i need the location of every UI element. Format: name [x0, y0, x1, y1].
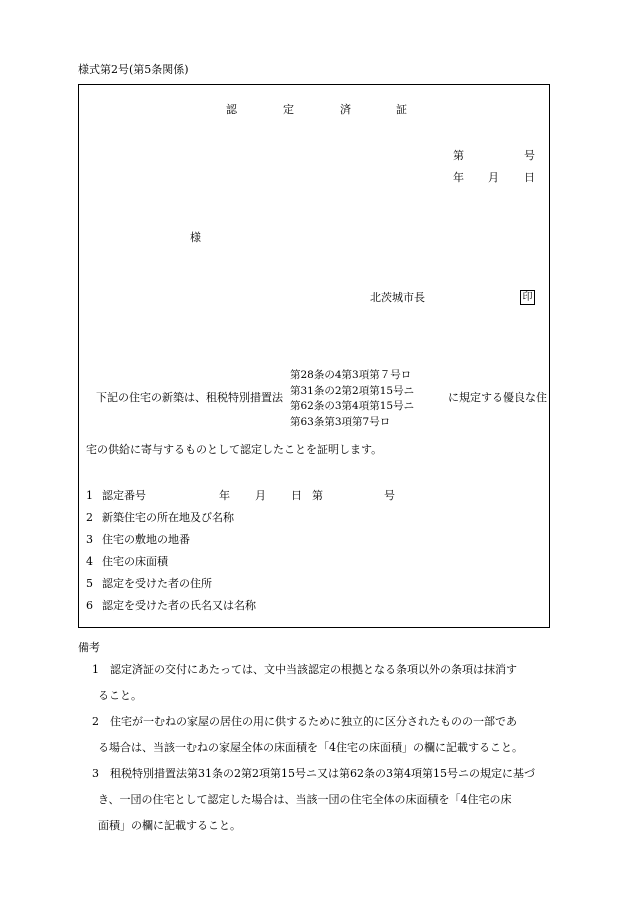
item-number: 5 — [86, 577, 93, 590]
item-label: 認定を受けた者の住所 — [102, 577, 212, 590]
date-day: 日 — [524, 171, 535, 184]
body-lead: 下記の住宅の新築は、租税特別措置法 — [96, 391, 283, 404]
law-clause: 第28条の4第3項第７号ロ — [290, 369, 412, 381]
item-number: 3 — [86, 533, 93, 546]
item-label: 住宅の床面積 — [102, 555, 168, 568]
law-clause: 第63条第3項第7号ロ — [290, 415, 391, 428]
law-clauses — [290, 368, 414, 430]
item-number: 2 — [86, 511, 93, 524]
item-label: 認定を受けた者の氏名又は名称 — [102, 599, 256, 612]
remark-line: 面積」の欄に記載すること。 — [98, 819, 241, 832]
remarks-heading: 備考 — [78, 641, 100, 654]
item-1 — [86, 490, 146, 501]
remark-line: 1 認定済証の交付にあたっては、文中当該認定の根拠となる条項以外の条項は抹消す — [92, 663, 517, 676]
remark-line: 3 租税特別措置法第31条の2第2項第15号ニ又は第62条の3第4項第15号ニの規定に基づ — [92, 767, 535, 780]
item-1-month: 月 — [255, 489, 266, 502]
remark-line: ること。 — [98, 689, 142, 702]
law-clause: 第62条の3第4項第15号ニ — [290, 400, 415, 412]
title-char-3: 済 — [340, 103, 351, 116]
certificate-frame — [78, 84, 550, 628]
law-clause: 第31条の2第2項第15号ニ — [290, 384, 415, 397]
item-3 — [86, 534, 190, 545]
item-1-year: 年 — [219, 489, 230, 502]
remark-line: る場合は、当該一むねの家屋全体の床面積を「4住宅の床面積」の欄に記載すること。 — [98, 741, 523, 754]
title-char-4: 証 — [396, 103, 407, 116]
item-label: 新築住宅の所在地及び名称 — [102, 511, 234, 524]
item-number: 1 — [86, 489, 93, 502]
title-char-1: 認 — [226, 103, 237, 116]
addressee-suffix: 様 — [190, 231, 201, 244]
number-suffix: 号 — [524, 149, 535, 162]
date-year: 年 — [453, 171, 464, 184]
form-label: 様式第2号(第5条関係) — [78, 63, 189, 76]
item-4 — [86, 556, 168, 567]
item-1-number-suffix: 号 — [384, 489, 395, 502]
item-number: 4 — [86, 555, 93, 568]
item-label: 認定番号 — [102, 489, 146, 502]
remark-line: き、一団の住宅として認定した場合は、当該一団の住宅全体の床面積を「4住宅の床 — [98, 793, 512, 806]
item-5 — [86, 578, 212, 589]
body-tail: に規定する優良な住 — [448, 391, 547, 404]
item-1-day: 日 — [291, 489, 302, 502]
item-2 — [86, 512, 234, 523]
body-line2: 宅の供給に寄与するものとして認定したことを証明します。 — [86, 443, 383, 456]
item-1-number-prefix: 第 — [312, 489, 323, 502]
item-6 — [86, 600, 256, 611]
date-month: 月 — [488, 171, 499, 184]
number-prefix: 第 — [453, 149, 464, 162]
item-number: 6 — [86, 599, 93, 612]
item-label: 住宅の敷地の地番 — [102, 533, 190, 546]
seal-mark: 印 — [520, 290, 535, 305]
issuer: 北茨城市長 — [370, 291, 425, 304]
remark-line: 2 住宅が一むねの家屋の居住の用に供するために独立的に区分されたものの一部であ — [92, 715, 517, 728]
title-char-2: 定 — [283, 103, 294, 116]
